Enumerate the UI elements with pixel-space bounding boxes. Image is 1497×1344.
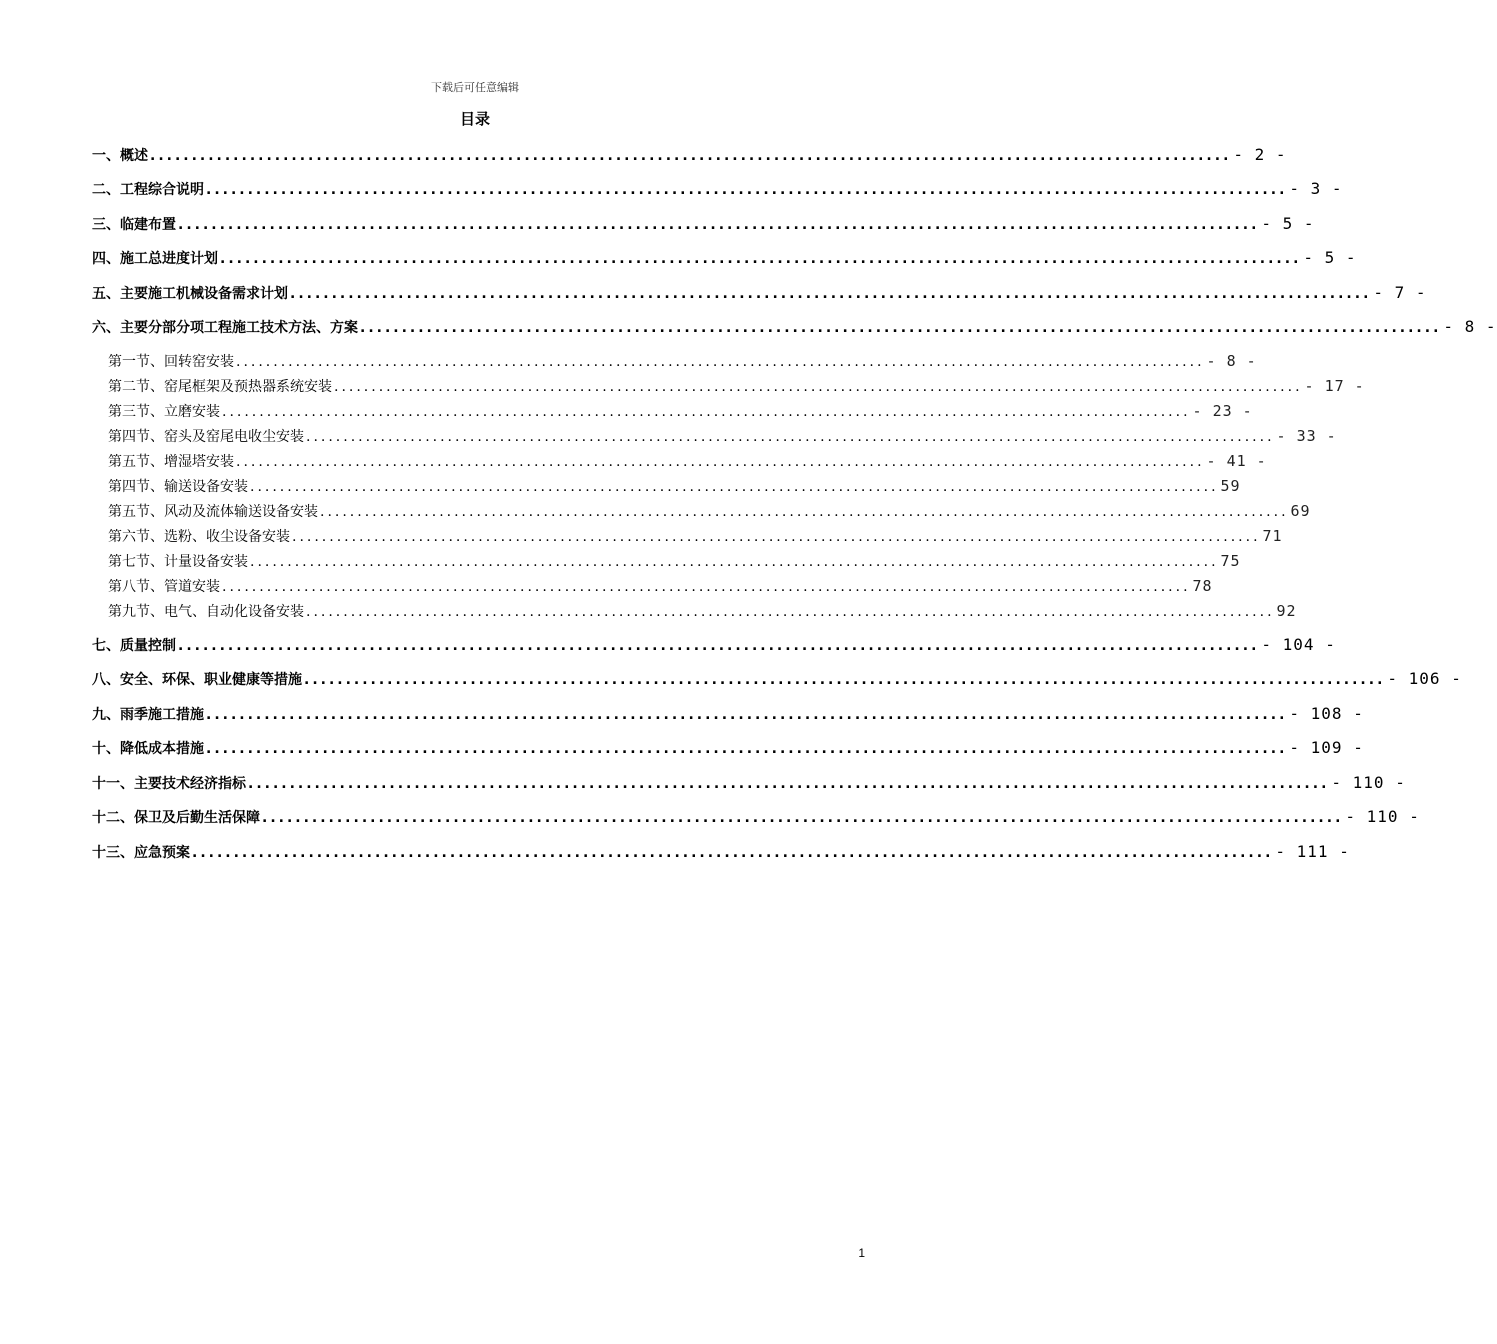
toc-entry-page: - 110 - xyxy=(1331,773,1406,792)
toc-subentry-label: 第五节、风动及流体输送设备安装 xyxy=(108,504,318,520)
toc-subentry-page: 59 xyxy=(1220,477,1241,495)
toc-subentry-page: - 41 - xyxy=(1206,452,1267,470)
toc-leader-dots: .................................................................................................................................. xyxy=(250,554,1219,570)
toc-leader-dots: .................................................................................................................................. xyxy=(262,810,1344,826)
toc-leader-dots: .................................................................................................................................. xyxy=(222,579,1191,595)
toc-entry[interactable] xyxy=(92,807,1420,829)
toc-entry-label: 九、雨季施工措施 xyxy=(92,707,204,723)
toc-leader-dots: .................................................................................................................................. xyxy=(334,379,1303,395)
toc-entry-page: - 108 - xyxy=(1289,704,1364,723)
toc-leader-dots: .................................................................................................................................. xyxy=(236,354,1205,370)
toc-entry-page: - 106 - xyxy=(1387,669,1462,688)
toc-entry[interactable] xyxy=(92,669,1462,691)
footer-page-number: 1 xyxy=(858,1246,865,1260)
toc-entry-page: - 5 - xyxy=(1261,214,1315,233)
toc-subentry[interactable] xyxy=(108,526,1283,546)
toc-leader-dots: .................................................................................................................................. xyxy=(206,182,1288,198)
toc-subentry[interactable] xyxy=(108,501,1311,521)
toc-entry-label: 三、临建布置 xyxy=(92,217,176,233)
toc-leader-dots: .................................................................................................................................. xyxy=(290,286,1372,302)
toc-subentry-label: 第三节、立磨安装 xyxy=(108,404,220,420)
toc-leader-dots: .................................................................................................................................. xyxy=(306,604,1275,620)
toc-leader-dots: .................................................................................................................................. xyxy=(192,845,1274,861)
toc-subentry[interactable] xyxy=(108,351,1257,371)
toc-entry-label: 十二、保卫及后勤生活保障 xyxy=(92,810,260,826)
toc-leader-dots: .................................................................................................................................. xyxy=(304,672,1386,688)
toc-entry-label: 四、施工总进度计划 xyxy=(92,251,218,267)
toc-entry-label: 十三、应急预案 xyxy=(92,845,190,861)
toc-leader-dots: .................................................................................................................................. xyxy=(360,320,1442,336)
toc-leader-dots: .................................................................................................................................. xyxy=(220,251,1302,267)
toc-subentry-page: - 23 - xyxy=(1192,402,1253,420)
toc-title: 目录 xyxy=(459,110,490,128)
toc-leader-dots: .................................................................................................................................. xyxy=(222,404,1191,420)
toc-entry-label: 十一、主要技术经济指标 xyxy=(92,776,246,792)
toc-subentry-page: - 17 - xyxy=(1304,377,1365,395)
toc-subentry[interactable] xyxy=(108,576,1213,596)
toc-entry-label: 八、安全、环保、职业健康等措施 xyxy=(92,672,302,688)
toc-entry[interactable] xyxy=(92,842,1350,864)
toc-entry-page: - 109 - xyxy=(1289,738,1364,757)
toc-subentry-page: 78 xyxy=(1192,577,1213,595)
toc-entry-page: - 7 - xyxy=(1373,283,1427,302)
toc-subentry[interactable] xyxy=(108,551,1241,571)
toc-entry[interactable] xyxy=(92,704,1364,726)
toc-subentry-page: 71 xyxy=(1262,527,1283,545)
toc-entry-page: - 3 - xyxy=(1289,179,1343,198)
toc-entry-page: - 110 - xyxy=(1345,807,1420,826)
toc-entry[interactable] xyxy=(92,317,1497,339)
toc-entry-label: 二、工程综合说明 xyxy=(92,182,204,198)
toc-leader-dots: .................................................................................................................................. xyxy=(178,217,1260,233)
toc-subentry[interactable] xyxy=(108,401,1253,421)
toc-subentry-label: 第七节、计量设备安装 xyxy=(108,554,248,570)
toc-subentry-label: 第六节、选粉、收尘设备安装 xyxy=(108,529,290,545)
toc-subentry[interactable] xyxy=(108,426,1337,446)
toc-leader-dots: .................................................................................................................................. xyxy=(150,148,1232,164)
toc-subentry-label: 第四节、输送设备安装 xyxy=(108,479,248,495)
toc-subentry-label: 第一节、回转窑安装 xyxy=(108,354,234,370)
toc-subentry-label: 第四节、窑头及窑尾电收尘安装 xyxy=(108,429,304,445)
toc-subentry-label: 第八节、管道安装 xyxy=(108,579,220,595)
toc-subentry-page: 69 xyxy=(1290,502,1311,520)
toc-entry[interactable] xyxy=(92,248,1357,270)
toc-entry-label: 十、降低成本措施 xyxy=(92,741,204,757)
toc-leader-dots: .................................................................................................................................. xyxy=(206,707,1288,723)
toc-subentry[interactable] xyxy=(108,376,1365,396)
toc-entry[interactable] xyxy=(92,738,1364,760)
toc-entry-label: 一、概述 xyxy=(92,148,148,164)
toc-subentry-label: 第九节、电气、自动化设备安装 xyxy=(108,604,304,620)
toc-subentry-label: 第二节、窑尾框架及预热器系统安装 xyxy=(108,379,332,395)
toc-leader-dots: .................................................................................................................................. xyxy=(248,776,1330,792)
toc-entry-page: - 111 - xyxy=(1275,842,1350,861)
toc-entry[interactable] xyxy=(92,179,1343,201)
toc-subentry[interactable] xyxy=(108,601,1297,621)
toc-entry-page: - 8 - xyxy=(1443,317,1497,336)
toc-leader-dots: .................................................................................................................................. xyxy=(206,741,1288,757)
toc-entry[interactable] xyxy=(92,283,1427,305)
toc-leader-dots: .................................................................................................................................. xyxy=(250,479,1219,495)
toc-leader-dots: .................................................................................................................................. xyxy=(236,454,1205,470)
toc-entry[interactable] xyxy=(92,214,1315,236)
toc-entry-page: - 2 - xyxy=(1233,145,1287,164)
toc-subentry-page: - 8 - xyxy=(1206,352,1257,370)
toc-leader-dots: .................................................................................................................................. xyxy=(292,529,1261,545)
toc-subentry-label: 第五节、增湿塔安装 xyxy=(108,454,234,470)
toc-entry-page: - 5 - xyxy=(1303,248,1357,267)
toc-entry[interactable] xyxy=(92,635,1336,657)
toc-subentry[interactable] xyxy=(108,476,1241,496)
toc-entry-label: 五、主要施工机械设备需求计划 xyxy=(92,286,288,302)
toc-entry[interactable] xyxy=(92,773,1406,795)
toc-subentry-page: 75 xyxy=(1220,552,1241,570)
toc-subentry-page: 92 xyxy=(1276,602,1297,620)
toc-subentry-page: - 33 - xyxy=(1276,427,1337,445)
toc-leader-dots: .................................................................................................................................. xyxy=(178,638,1260,654)
toc-entry-label: 七、质量控制 xyxy=(92,638,176,654)
toc-entry-label: 六、主要分部分项工程施工技术方法、方案 xyxy=(92,320,358,336)
toc-entry-page: - 104 - xyxy=(1261,635,1336,654)
toc-leader-dots: .................................................................................................................................. xyxy=(320,504,1289,520)
toc-leader-dots: .................................................................................................................................. xyxy=(306,429,1275,445)
toc-subentry[interactable] xyxy=(108,451,1267,471)
header-note: 下载后可任意编辑 xyxy=(431,81,519,94)
toc-entry[interactable] xyxy=(92,145,1287,167)
